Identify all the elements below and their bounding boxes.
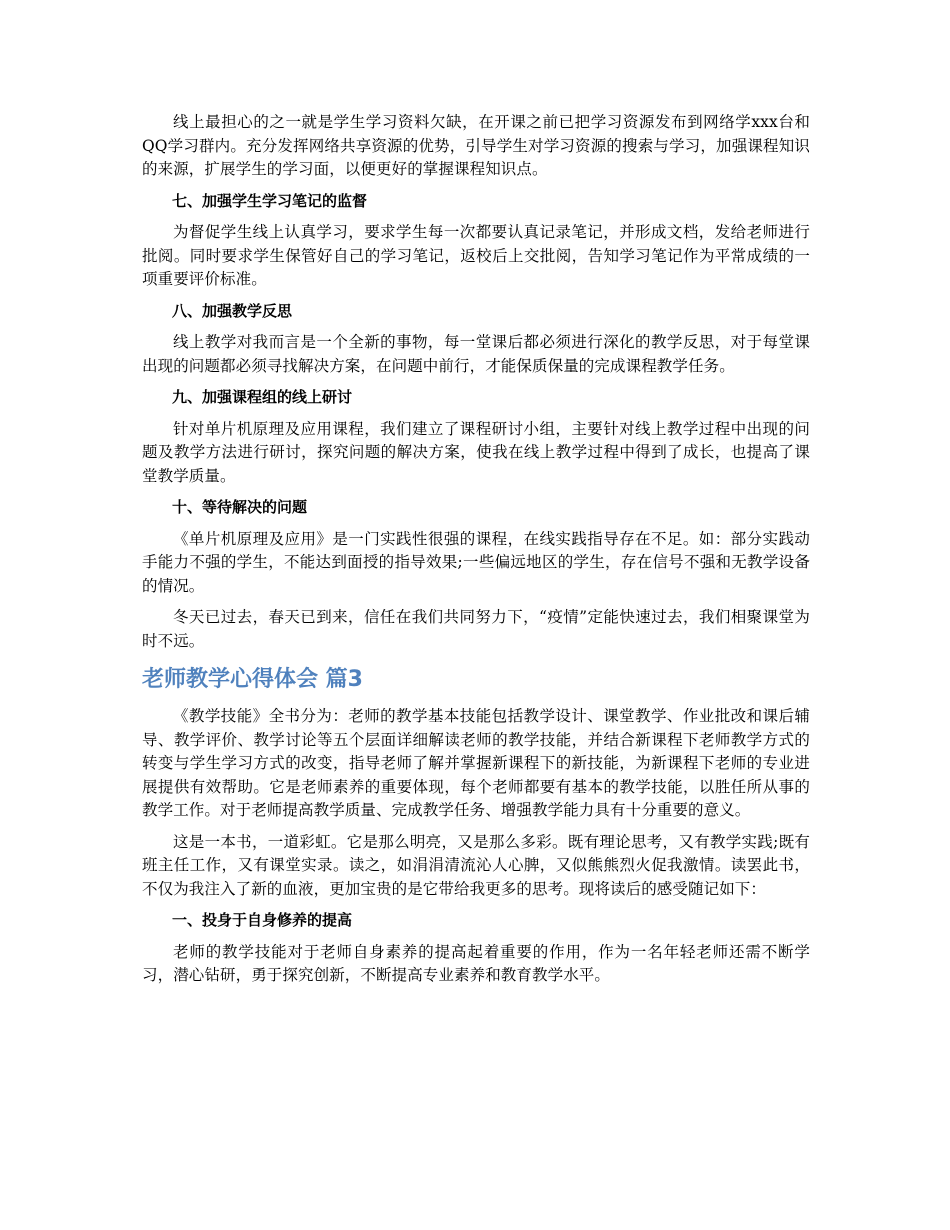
paragraph-book-impression: 这是一本书，一道彩虹。它是那么明亮，又是那么多彩。既有理论思考，又有教学实践;既有班主任工作，又有课堂实录。读之，如涓涓清流沁人心脾，又似熊熊烈火促我激情。读罢此书，不仅为我注入了新的血液，更加宝贵的是它带给我更多的思考。现将读后的感受随记如下： <box>142 832 810 898</box>
heading-pending-problems: 十、等待解决的问题 <box>172 498 308 516</box>
section-title: 老师教学心得体会 篇3 <box>142 667 363 692</box>
paragraph-learning-resources: 线上最担心的之一就是学生学习资料欠缺，在开课之前已把学习资源发布到网络学xxx台和QQ学习群内。充分发挥网络共享资源的优势，引导学生对学习资源的搜索与学习，加强课程知识的来源，扩展学生的学习面，以便更好的掌握课程知识点。 <box>142 113 810 178</box>
heading-course-group-discussion: 九、加强课程组的线上研讨 <box>172 388 353 406</box>
paragraph-book-overview: 《教学技能》全书分为：老师的教学基本技能包括教学设计、课堂教学、作业批改和课后辅导、教学评价、教学讨论等五个层面详细解读老师的教学技能，并结合新课程下老师教学方式的转变与学生学习方式的改变，指导老师了解并掌握新课程下的新技能，为新课程下老师的专业进展提供有效帮助。它是老师素养的重要体现，每个老师都要有基本的教学技能，以胜任所从事的教学工作。对于老师提高教学质量、完成教学任务、增强教学能力具有十分重要的意义。 <box>142 707 810 819</box>
paragraph-pending-problems: 《单片机原理及应用》是一门实践性很强的课程，在线实践指导存在不足。如：部分实践动手能力不强的学生，不能达到面授的指导效果;一些偏远地区的学生，存在信号不强和无教学设备的情况。 <box>142 529 810 595</box>
heading-teaching-reflection: 八、加强教学反思 <box>172 301 293 320</box>
paragraph-closing-remarks: 冬天已过去，春天已到来，信任在我们共同努力下，“疫情”定能快速过去，我们相聚课堂为时不远。 <box>142 608 810 650</box>
paragraph-notes-supervision: 为督促学生线上认真学习，要求学生每一次都要认真记录笔记，并形成文档，发给老师进行批阅。同时要求学生保管好自己的学习笔记，返校后上交批阅，告知学习笔记作为平常成绩的一项重要评价标准。 <box>142 223 810 288</box>
paragraph-self-improvement: 老师的教学技能对于老师自身素养的提高起着重要的作用，作为一名年轻老师还需不断学习，潜心钻研，勇于探究创新，不断提高专业素养和教育教学水平。 <box>142 942 810 984</box>
paragraph-course-group-discussion: 针对单片机原理及应用课程，我们建立了课程研讨小组，主要针对线上教学过程中出现的问题及教学方法进行研讨，探究问题的解决方案，使我在线上教学过程中得到了成长，也提高了课堂教学质量。 <box>142 419 810 485</box>
heading-self-improvement: 一、投身于自身修养的提高 <box>172 911 353 929</box>
paragraph-teaching-reflection: 线上教学对我而言是一个全新的事物，每一堂课后都必须进行深化的教学反思，对于每堂课出现的问题都必须寻找解决方案，在问题中前行，才能保质保量的完成课程教学任务。 <box>142 333 810 375</box>
document-page <box>142 111 810 996</box>
heading-notes-supervision: 七、加强学生学习笔记的监督 <box>172 191 368 210</box>
